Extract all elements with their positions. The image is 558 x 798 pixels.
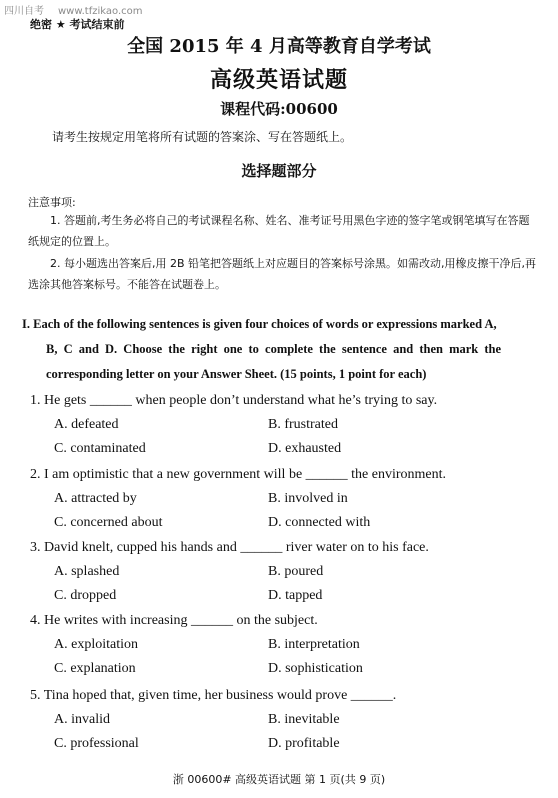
question-stem: 5. Tina hoped that, given time, her business would prove ______.: [30, 688, 397, 703]
option-d: D. connected with: [268, 515, 371, 530]
option-a: A. exploitation: [54, 637, 138, 652]
option-a: A. invalid: [54, 712, 110, 727]
option-c: C. dropped: [54, 588, 117, 603]
answer-instruction: 请考生按规定用笔将所有试题的答案涂、写在答题纸上。: [52, 130, 353, 144]
option-c: C. professional: [54, 736, 139, 751]
watermark-left: 四川自考: [4, 6, 44, 17]
part-heading-line: corresponding letter on your Answer Sheet. (15 points, 1 point for each): [46, 367, 427, 381]
option-a: A. splashed: [54, 564, 120, 579]
watermark: [4, 2, 143, 17]
part-heading-line: B, C and D. Choose the right one to complete the sentence and then mark the: [46, 342, 502, 356]
subject-title: 高级英语试题: [209, 67, 348, 93]
question-stem: 4. He writes with increasing ______ on the subject.: [30, 613, 318, 628]
question-stem: 3. David knelt, cupped his hands and ______ river water on to his face.: [30, 540, 429, 555]
option-b: B. poured: [268, 564, 324, 579]
secret-label: 绝密 ★ 考试结束前: [30, 18, 125, 31]
option-a: A. defeated: [54, 417, 119, 432]
exam-title: 全国 2015 年 4 月高等教育自学考试: [127, 36, 431, 57]
part-heading: [22, 312, 514, 387]
question-stem: 2. I am optimistic that a new government will be ______ the environment.: [30, 467, 447, 482]
note-item-1: 1. 答题前,考生务必将自己的考试课程名称、姓名、准考证号用黑色字迹的签字笔或钢笔填写在答题纸规定的位置上。: [28, 214, 530, 248]
option-d: D. tapped: [268, 588, 323, 603]
option-b: B. frustrated: [268, 417, 338, 432]
notes-label: 注意事项:: [28, 196, 76, 209]
option-b: B. interpretation: [268, 637, 360, 652]
section-title: 选择题部分: [241, 162, 317, 180]
question-stem: 1. He gets ______ when people don’t understand what he’s trying to say.: [30, 393, 438, 408]
course-code: 课程代码:00600: [220, 100, 338, 118]
option-d: D. sophistication: [268, 661, 363, 676]
part-heading-line: I. Each of the following sentences is given four choices of words or expressions marked A,: [22, 317, 497, 331]
watermark-site: www.tfzikao.com: [58, 6, 143, 17]
option-a: A. attracted by: [54, 491, 137, 506]
option-d: D. exhausted: [268, 441, 342, 456]
page-footer: 浙 00600# 高级英语试题 第 1 页(共 9 页): [172, 773, 386, 786]
option-b: B. involved in: [268, 491, 348, 506]
option-d: D. profitable: [268, 736, 340, 751]
option-c: C. contaminated: [54, 441, 146, 456]
option-c: C. concerned about: [54, 515, 163, 530]
option-b: B. inevitable: [268, 712, 340, 727]
option-c: C. explanation: [54, 661, 136, 676]
note-item-2: 2. 每小题选出答案后,用 2B 铅笔把答题纸上对应题目的答案标号涂黑。如需改动,用橡皮擦干净后,再选涂其他答案标号。不能答在试题卷上。: [28, 257, 537, 291]
